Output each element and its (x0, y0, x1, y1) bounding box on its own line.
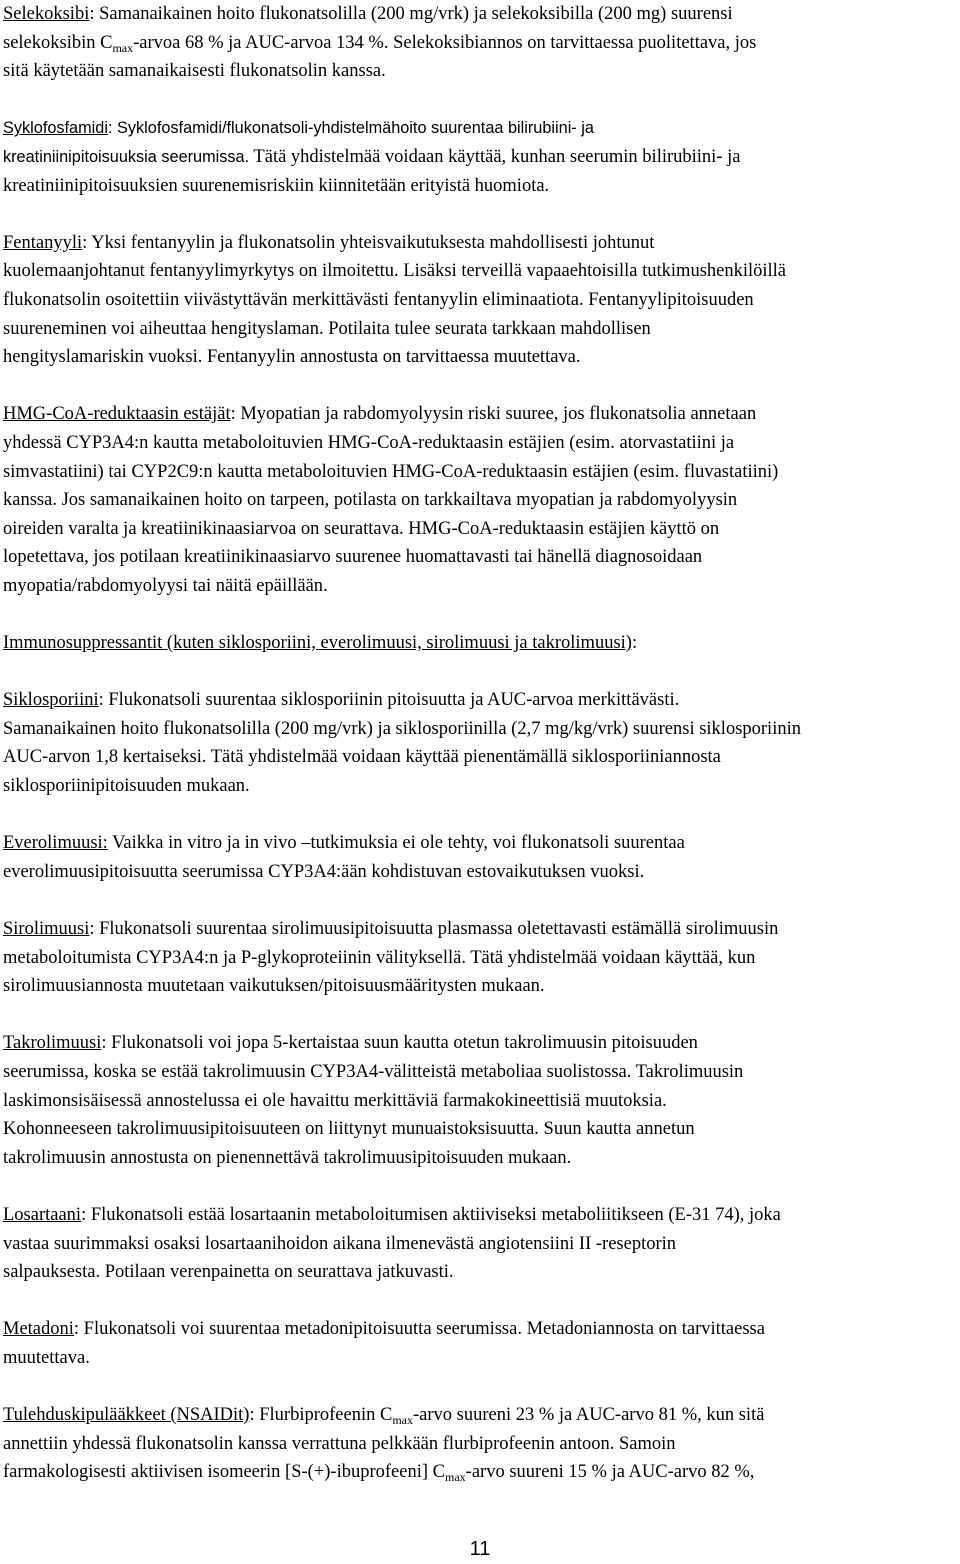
paragraph-losartaani (3, 1201, 957, 1287)
text-line: muutettava. (3, 1347, 90, 1368)
text-line: flukonatsolin osoitettiin viivästyttävän merkittävästi fentanyylin eliminaatiota. Fentanyylipitoisuuden (3, 289, 754, 310)
text-line (3, 229, 957, 258)
term-everolimuusi: Everolimuusi: (3, 833, 108, 854)
term-sirolimuusi: Sirolimuusi (3, 919, 90, 939)
text-line (3, 1201, 957, 1230)
text-line: annettiin yhdessä flukonatsolin kanssa verrattuna pelkkään flurbiprofeenin antoon. Samoin (3, 1433, 676, 1454)
text-span: : Syklofosfamidi/flukonatsoli-yhdistelmähoito suurentaa bilirubiini- ja (107, 119, 594, 138)
text-line: kanssa. Jos samanaikainen hoito on tarpeen, potilasta on tarkkailtava myopatian ja rabdomyolyysin (3, 490, 738, 511)
text-line (3, 143, 957, 172)
text-line: sitä käytetään samanaikaisesti flukonatsolin kanssa. (3, 61, 386, 82)
text-span: : Flukonatsoli voi suurentaa metadonipitoisuutta seerumissa. Metadoniannosta on tarvittaessa (73, 1319, 765, 1340)
text-line: lopetettava, jos potilaan kreatiinikinaasiarvo suurenee huomattavasti tai hänellä diagnosoidaan (3, 547, 703, 568)
text-span: kuolemaanjohtanut fentanyylimyrkytys on ilmoitettu. (3, 261, 399, 282)
text-line: myopatia/rabdomyolyysi tai näitä epäillään. (3, 575, 328, 596)
text-line: kreatiniinipitoisuuksien suurenemisriskiin kiinnitetään erityistä huomiota. (3, 175, 550, 196)
text-line: Samanaikainen hoito flukonatsolilla (200 mg/vrk) ja siklosporiinilla (2,7 mg/kg/vrk) suurensi siklosporiinin (3, 718, 801, 739)
subscript-max: max (112, 40, 134, 55)
paragraph-nsaidit (3, 1401, 957, 1487)
text-span: : (631, 633, 638, 654)
term-losartaani: Losartaani (3, 1204, 82, 1225)
paragraph-sirolimuusi (3, 915, 957, 1001)
page-number: 11 (469, 1538, 491, 1560)
text-span: : Samanaikainen hoito flukonatsolilla (200 mg/vrk) ja selekoksibilla (200 mg) suurensi (89, 4, 733, 24)
text-span: : Flukonatsoli suurentaa sirolimuusipitoisuutta plasmassa oletettavasti estämällä sirolimuusin (89, 919, 779, 939)
paragraph-selekoksibi (3, 0, 957, 86)
text-span: : Flukonatsoli voi jopa 5-kertaistaa suun kautta otetun takrolimuusin pitoisuuden (101, 1033, 698, 1054)
text-line: AUC-arvon 1,8 kertaiseksi. Tätä yhdistelmää voidaan käyttää pienentämällä siklosporiiniannosta (3, 747, 721, 768)
text-span: : Flurbiprofeenin C (249, 1405, 393, 1426)
text-line: suureneminen voi aiheuttaa hengityslaman. Potilaita tulee seurata tarkkaan mahdollisen (3, 318, 651, 339)
term-selekoksibi: Selekoksibi (3, 4, 90, 24)
text-line: metaboloitumista CYP3A4:n ja P-glykoproteiinin välityksellä. Tätä yhdistelmää voidaan käyttää, kun (3, 947, 756, 968)
paragraph-everolimuusi (3, 829, 957, 886)
text-span: -arvo suureni 23 % ja AUC-arvo 81 %, kun sitä (413, 1405, 765, 1426)
text-span: : Yksi fentanyylin ja flukonatsolin yhteisvaikutuksesta mahdollisesti johtunut (82, 232, 655, 253)
text-line (3, 400, 957, 429)
term-takrolimuusi: Takrolimuusi (3, 1033, 102, 1054)
text-line: siklosporiinipitoisuuden mukaan. (3, 776, 250, 797)
text-span: Tätä yhdistelmää voidaan käyttää, kunhan seerumin bilirubiini- ja (249, 146, 741, 167)
subscript-max: max (445, 1470, 466, 1485)
term-hmg-coa: HMG-CoA-reduktaasin estäjät (3, 404, 231, 425)
text-line: sirolimuusiannosta muutetaan vaikutuksen/pitoisuusmääritysten mukaan. (3, 976, 545, 997)
text-line (3, 629, 957, 658)
text-span: selekoksibin C (3, 32, 113, 53)
text-line (3, 114, 957, 143)
subscript-max: max (392, 1413, 413, 1428)
paragraph-fentanyyli (3, 229, 957, 372)
text-line (3, 1401, 957, 1430)
text-line: everolimuusipitoisuutta seerumissa CYP3A4:ään kohdistuvan estovaikutuksen vuoksi. (3, 861, 645, 882)
text-line: hengityslamariskin vuoksi. Fentanyylin annostusta on tarvittaessa muutettava. (3, 347, 581, 368)
text-line (3, 29, 957, 58)
term-metadoni: Metadoni (3, 1319, 74, 1340)
text-line (3, 829, 957, 858)
text-span: : Flukonatsoli suurentaa siklosporiinin pitoisuutta ja AUC-arvoa merkittävästi. (98, 690, 680, 711)
text-line: laskimonsisäisessä annostelussa ei ole havaittu merkittäviä farmakokineettisiä muutoksia. (3, 1090, 667, 1111)
text-span: Vaikka in vitro ja in vivo –tutkimuksia ei ole tehty, voi flukonatsoli suurentaa (107, 833, 685, 854)
term-siklosporiini: Siklosporiini (3, 690, 99, 711)
text-span: farmakologisesti aktiivisen isomeerin [S-(+)-ibuprofeeni] C (3, 1462, 445, 1483)
text-line (3, 0, 957, 29)
paragraph-hmg-coa (3, 400, 957, 600)
text-line (3, 915, 957, 944)
term-syklofosfamidi: Syklofosfamidi (3, 119, 108, 138)
text-line (3, 1315, 957, 1344)
document-body (3, 0, 957, 1515)
text-span: -arvoa 68 % ja AUC-arvoa 134 %. Selekoksibiannos on tarvittaessa puolitettava, jos (133, 32, 757, 53)
paragraph-syklofosfamidi (3, 114, 957, 200)
text-line: yhdessä CYP3A4:n kautta metaboloituvien HMG-CoA-reduktaasin estäjien (esim. atorvastatiini ja (3, 432, 735, 453)
text-line: simvastatiini) tai CYP2C9:n kautta metaboloituvien HMG-CoA-reduktaasin estäjien (esim. fluvastatiini) (3, 461, 779, 482)
text-line: vastaa suurimmaksi osaksi losartaanihoidon aikana ilmenevästä angiotensiini II -reseptorin (3, 1233, 677, 1254)
section-heading-immunosuppressantit (3, 629, 957, 658)
text-span: -arvo suureni 15 % ja AUC-arvo 82 %, (465, 1462, 755, 1483)
text-line: oireiden varalta ja kreatiinikinaasiarvoa on seurattava. HMG-CoA-reduktaasin estäjien käyttö on (3, 518, 720, 539)
text-span: : Myopatian ja rabdomyolyysin riski suuree, jos flukonatsolia annetaan (230, 404, 757, 425)
text-span: Lisäksi terveillä vapaaehtoisilla tutkimushenkilöillä (398, 261, 787, 282)
text-span: : Flukonatsoli estää losartaanin metaboloitumisen aktiiviseksi metaboliitikseen (E-31 74), joka (81, 1204, 781, 1225)
paragraph-metadoni (3, 1315, 957, 1372)
text-line: Kohonneeseen takrolimuusipitoisuuteen on liittynyt munuaistoksisuutta. Suun kautta annetun (3, 1119, 695, 1140)
paragraph-siklosporiini (3, 686, 957, 800)
text-line: salpauksesta. Potilaan verenpainetta on seurattava jatkuvasti. (3, 1262, 454, 1283)
heading-immunosuppressantit: Immunosuppressantit (kuten siklosporiini, everolimuusi, sirolimuusi ja takrolimuusi) (3, 633, 632, 654)
paragraph-takrolimuusi (3, 1029, 957, 1172)
text-line: seerumissa, koska se estää takrolimuusin CYP3A4-välitteistä metaboliaa suolistossa. Takrolimuusin (3, 1061, 744, 1082)
text-line (3, 1029, 957, 1058)
text-line: takrolimuusin annostusta on pienennettävä takrolimuusipitoisuuden mukaan. (3, 1147, 572, 1168)
text-line (3, 1458, 957, 1487)
text-line (3, 686, 957, 715)
text-line (3, 257, 957, 286)
text-span: kreatiniinipitoisuuksia seerumissa. (3, 147, 250, 166)
term-fentanyyli: Fentanyyli (3, 232, 83, 253)
term-nsaidit: Tulehduskipulääkkeet (NSAIDit) (3, 1405, 250, 1426)
